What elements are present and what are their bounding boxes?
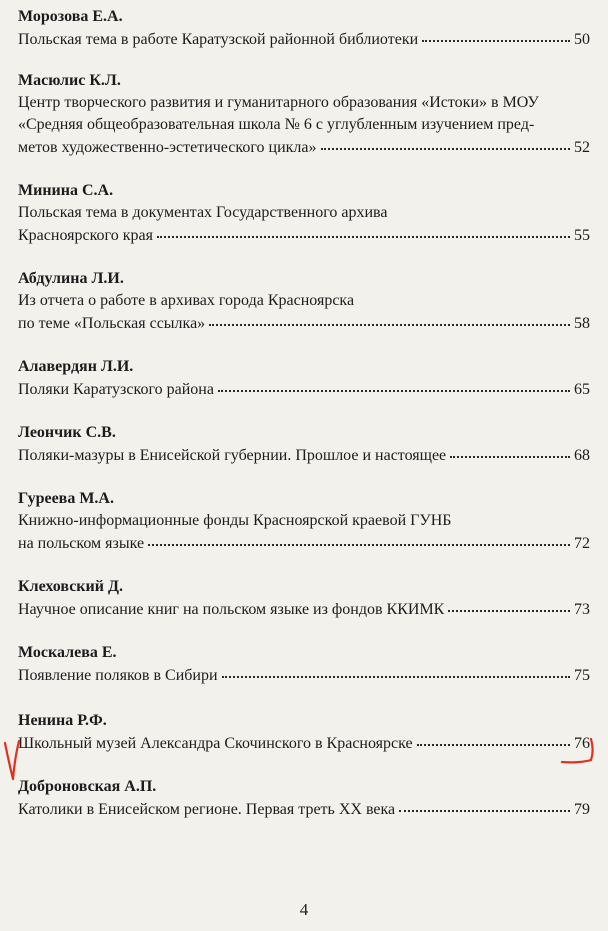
dot-leader [222, 664, 570, 678]
page-number: 4 [299, 900, 309, 919]
entry-title-line [18, 136, 590, 158]
entry-title-text: Появление поляков в Сибири [18, 667, 218, 684]
toc-entry [18, 268, 590, 334]
entry-title-line [18, 378, 590, 400]
dot-leader [218, 378, 570, 392]
entry-title-line [18, 798, 590, 820]
toc-entry [18, 710, 590, 754]
dot-leader [148, 532, 570, 546]
toc-entry [18, 488, 590, 554]
toc-entry [18, 576, 590, 620]
entry-author: Минина С.А. [18, 182, 114, 199]
entry-title-text: Научное описание книг на польском языке из фондов ККИМК [18, 601, 445, 618]
dot-leader [422, 28, 570, 42]
entry-author: Абдулина Л.И. [18, 270, 124, 287]
entry-title-line [18, 664, 590, 686]
entry-page-number: 79 [574, 801, 590, 818]
dot-leader [209, 312, 570, 326]
entry-title-text: Польская тема в работе Каратузской районной библиотеки [18, 31, 419, 48]
entry-title-line [18, 312, 590, 334]
entry-title-line: Книжно-информационные фонды Красноярской краевой ГУНБ [18, 512, 452, 529]
entry-page-number: 55 [574, 227, 590, 244]
entry-author: Алавердян Л.И. [18, 358, 134, 375]
entry-title-text: Католики в Енисейском регионе. Первая треть XX века [18, 801, 396, 818]
entry-page-number: 73 [574, 601, 590, 618]
entry-author: Леончик С.В. [18, 424, 116, 441]
dot-leader [448, 598, 570, 612]
entry-title-text: Поляки Каратузского района [18, 381, 214, 398]
entry-title-line [18, 28, 590, 50]
entry-title-line: Центр творческого развития и гуманитарного образования «Истоки» в МОУ [18, 94, 539, 111]
toc-entry [18, 776, 590, 820]
entry-author: Клеховский Д. [18, 578, 123, 595]
toc-entry [18, 642, 590, 686]
entry-author: Масюлис К.Л. [18, 72, 121, 89]
toc-entry [18, 6, 590, 50]
entry-title-line [18, 532, 590, 554]
entry-page-number: 76 [574, 735, 590, 752]
entry-page-number: 58 [574, 315, 590, 332]
entry-title-text: по теме «Польская ссылка» [18, 315, 206, 332]
entry-author: Москалева Е. [18, 644, 117, 661]
toc-entry [18, 70, 590, 158]
dot-leader [157, 224, 570, 238]
entry-page-number: 50 [574, 31, 590, 48]
entry-title-text: Красноярского края [18, 227, 153, 244]
entry-page-number: 75 [574, 667, 590, 684]
entry-author: Гуреева М.А. [18, 490, 114, 507]
toc-entry [18, 422, 590, 466]
entry-title-text: метов художественно-эстетического цикла» [18, 139, 317, 156]
entry-title-text: на польском языке [18, 535, 145, 552]
entry-author: Морозова Е.А. [18, 8, 123, 25]
entry-author: Доброновская А.П. [18, 778, 157, 795]
entry-title-line: Из отчета о работе в архивах города Красноярска [18, 292, 355, 309]
red-underline-mark-icon [560, 736, 596, 766]
entry-page-number: 65 [574, 381, 590, 398]
entry-title-line [18, 224, 590, 246]
toc-entry [18, 180, 590, 246]
entry-title-text: Школьный музей Александра Скочинского в Красноярске [18, 735, 413, 752]
dot-leader [417, 732, 570, 746]
entry-title-line: Польская тема в документах Государственного архива [18, 204, 388, 221]
entry-title-text: Поляки-мазуры в Енисейской губернии. Прошлое и настоящее [18, 447, 447, 464]
dot-leader [450, 444, 570, 458]
entry-page-number: 72 [574, 535, 590, 552]
entry-page-number: 68 [574, 447, 590, 464]
red-check-mark-icon [2, 737, 22, 783]
toc-entry [18, 356, 590, 400]
dot-leader [321, 136, 570, 150]
entry-title-line [18, 732, 590, 754]
entry-page-number: 52 [574, 139, 590, 156]
entry-author: Ненина Р.Ф. [18, 712, 107, 729]
entry-title-line: «Средняя общеобразовательная школа № 6 с углубленным изучением пред- [18, 116, 535, 133]
entry-title-line [18, 598, 590, 620]
dot-leader [399, 798, 570, 812]
entry-title-line [18, 444, 590, 466]
